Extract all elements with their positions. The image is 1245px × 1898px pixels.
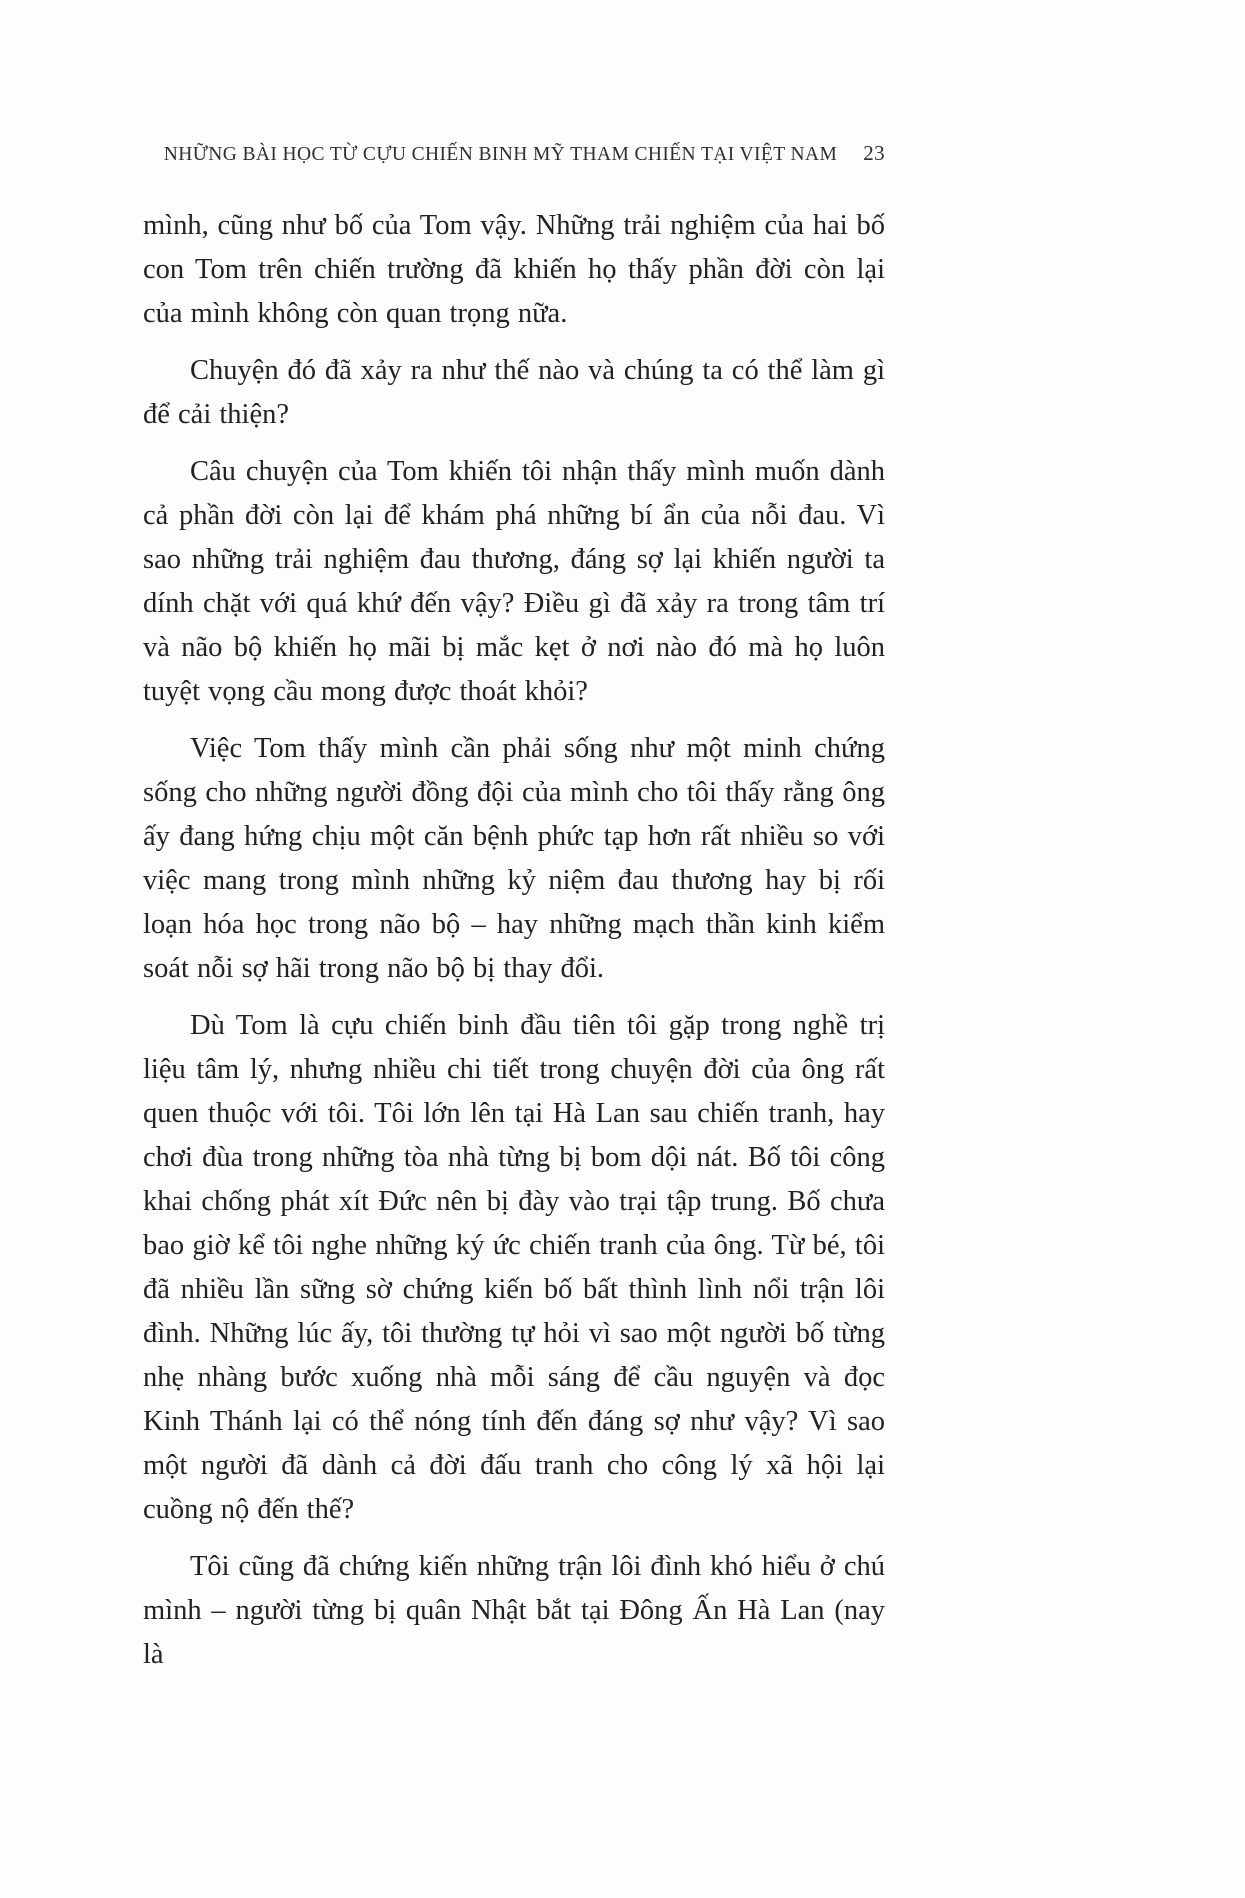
paragraph: Việc Tom thấy mình cần phải sống như một minh chứng sống cho những người đồng đội của mình cho tôi thấy rằng ông ấy đang hứng chịu một căn bệnh phức tạp hơn rất nhiều so với việc mang trong mình những kỷ niệm đau thương hay bị rối loạn hóa học trong não bộ – hay những mạch thần kinh kiểm soát nỗi sợ hãi trong não bộ bị thay đổi. [143, 733, 885, 984]
paragraph: Tôi cũng đã chứng kiến những trận lôi đình khó hiểu ở chú mình – người từng bị quân Nhật bắt tại Đông Ấn Hà Lan (nay là [143, 1551, 885, 1670]
running-header-title: NHỮNG BÀI HỌC TỪ CỰU CHIẾN BINH MỸ THAM CHIẾN TẠI VIỆT NAM [163, 144, 838, 165]
paragraph: Chuyện đó đã xảy ra như thế nào và chúng ta có thể làm gì để cải thiện? [143, 355, 885, 430]
paragraph: mình, cũng như bố của Tom vậy. Những trải nghiệm của hai bố con Tom trên chiến trường đã khiến họ thấy phần đời còn lại của mình không còn quan trọng nữa. [143, 210, 885, 329]
page-body-text [143, 204, 885, 1690]
paragraph: Dù Tom là cựu chiến binh đầu tiên tôi gặp trong nghề trị liệu tâm lý, nhưng nhiều chi tiết trong chuyện đời của ông rất quen thuộc với tôi. Tôi lớn lên tại Hà Lan sau chiến tranh, hay chơi đùa trong những tòa nhà từng bị bom dội nát. Bố tôi công khai chống phát xít Đức nên bị đày vào trại tập trung. Bố chưa bao giờ kể tôi nghe những ký ức chiến tranh của ông. Từ bé, tôi đã nhiều lần sững sờ chứng kiến bố bất thình lình nổi trận lôi đình. Những lúc ấy, tôi thường tự hỏi vì sao một người bố từng nhẹ nhàng bước xuống nhà mỗi sáng để cầu nguyện và đọc Kinh Thánh lại có thể nóng tính đến đáng sợ như vậy? Vì sao một người đã dành cả đời đấu tranh cho công lý xã hội lại cuồng nộ đến thế? [143, 1010, 885, 1525]
paragraph: Câu chuyện của Tom khiến tôi nhận thấy mình muốn dành cả phần đời còn lại để khám phá những bí ẩn của nỗi đau. Vì sao những trải nghiệm đau thương, đáng sợ lại khiến người ta dính chặt với quá khứ đến vậy? Điều gì đã xảy ra trong tâm trí và não bộ khiến họ mãi bị mắc kẹt ở nơi nào đó mà họ luôn tuyệt vọng cầu mong được thoát khỏi? [143, 456, 885, 707]
running-header [143, 141, 885, 166]
page-number: 23 [863, 141, 885, 165]
